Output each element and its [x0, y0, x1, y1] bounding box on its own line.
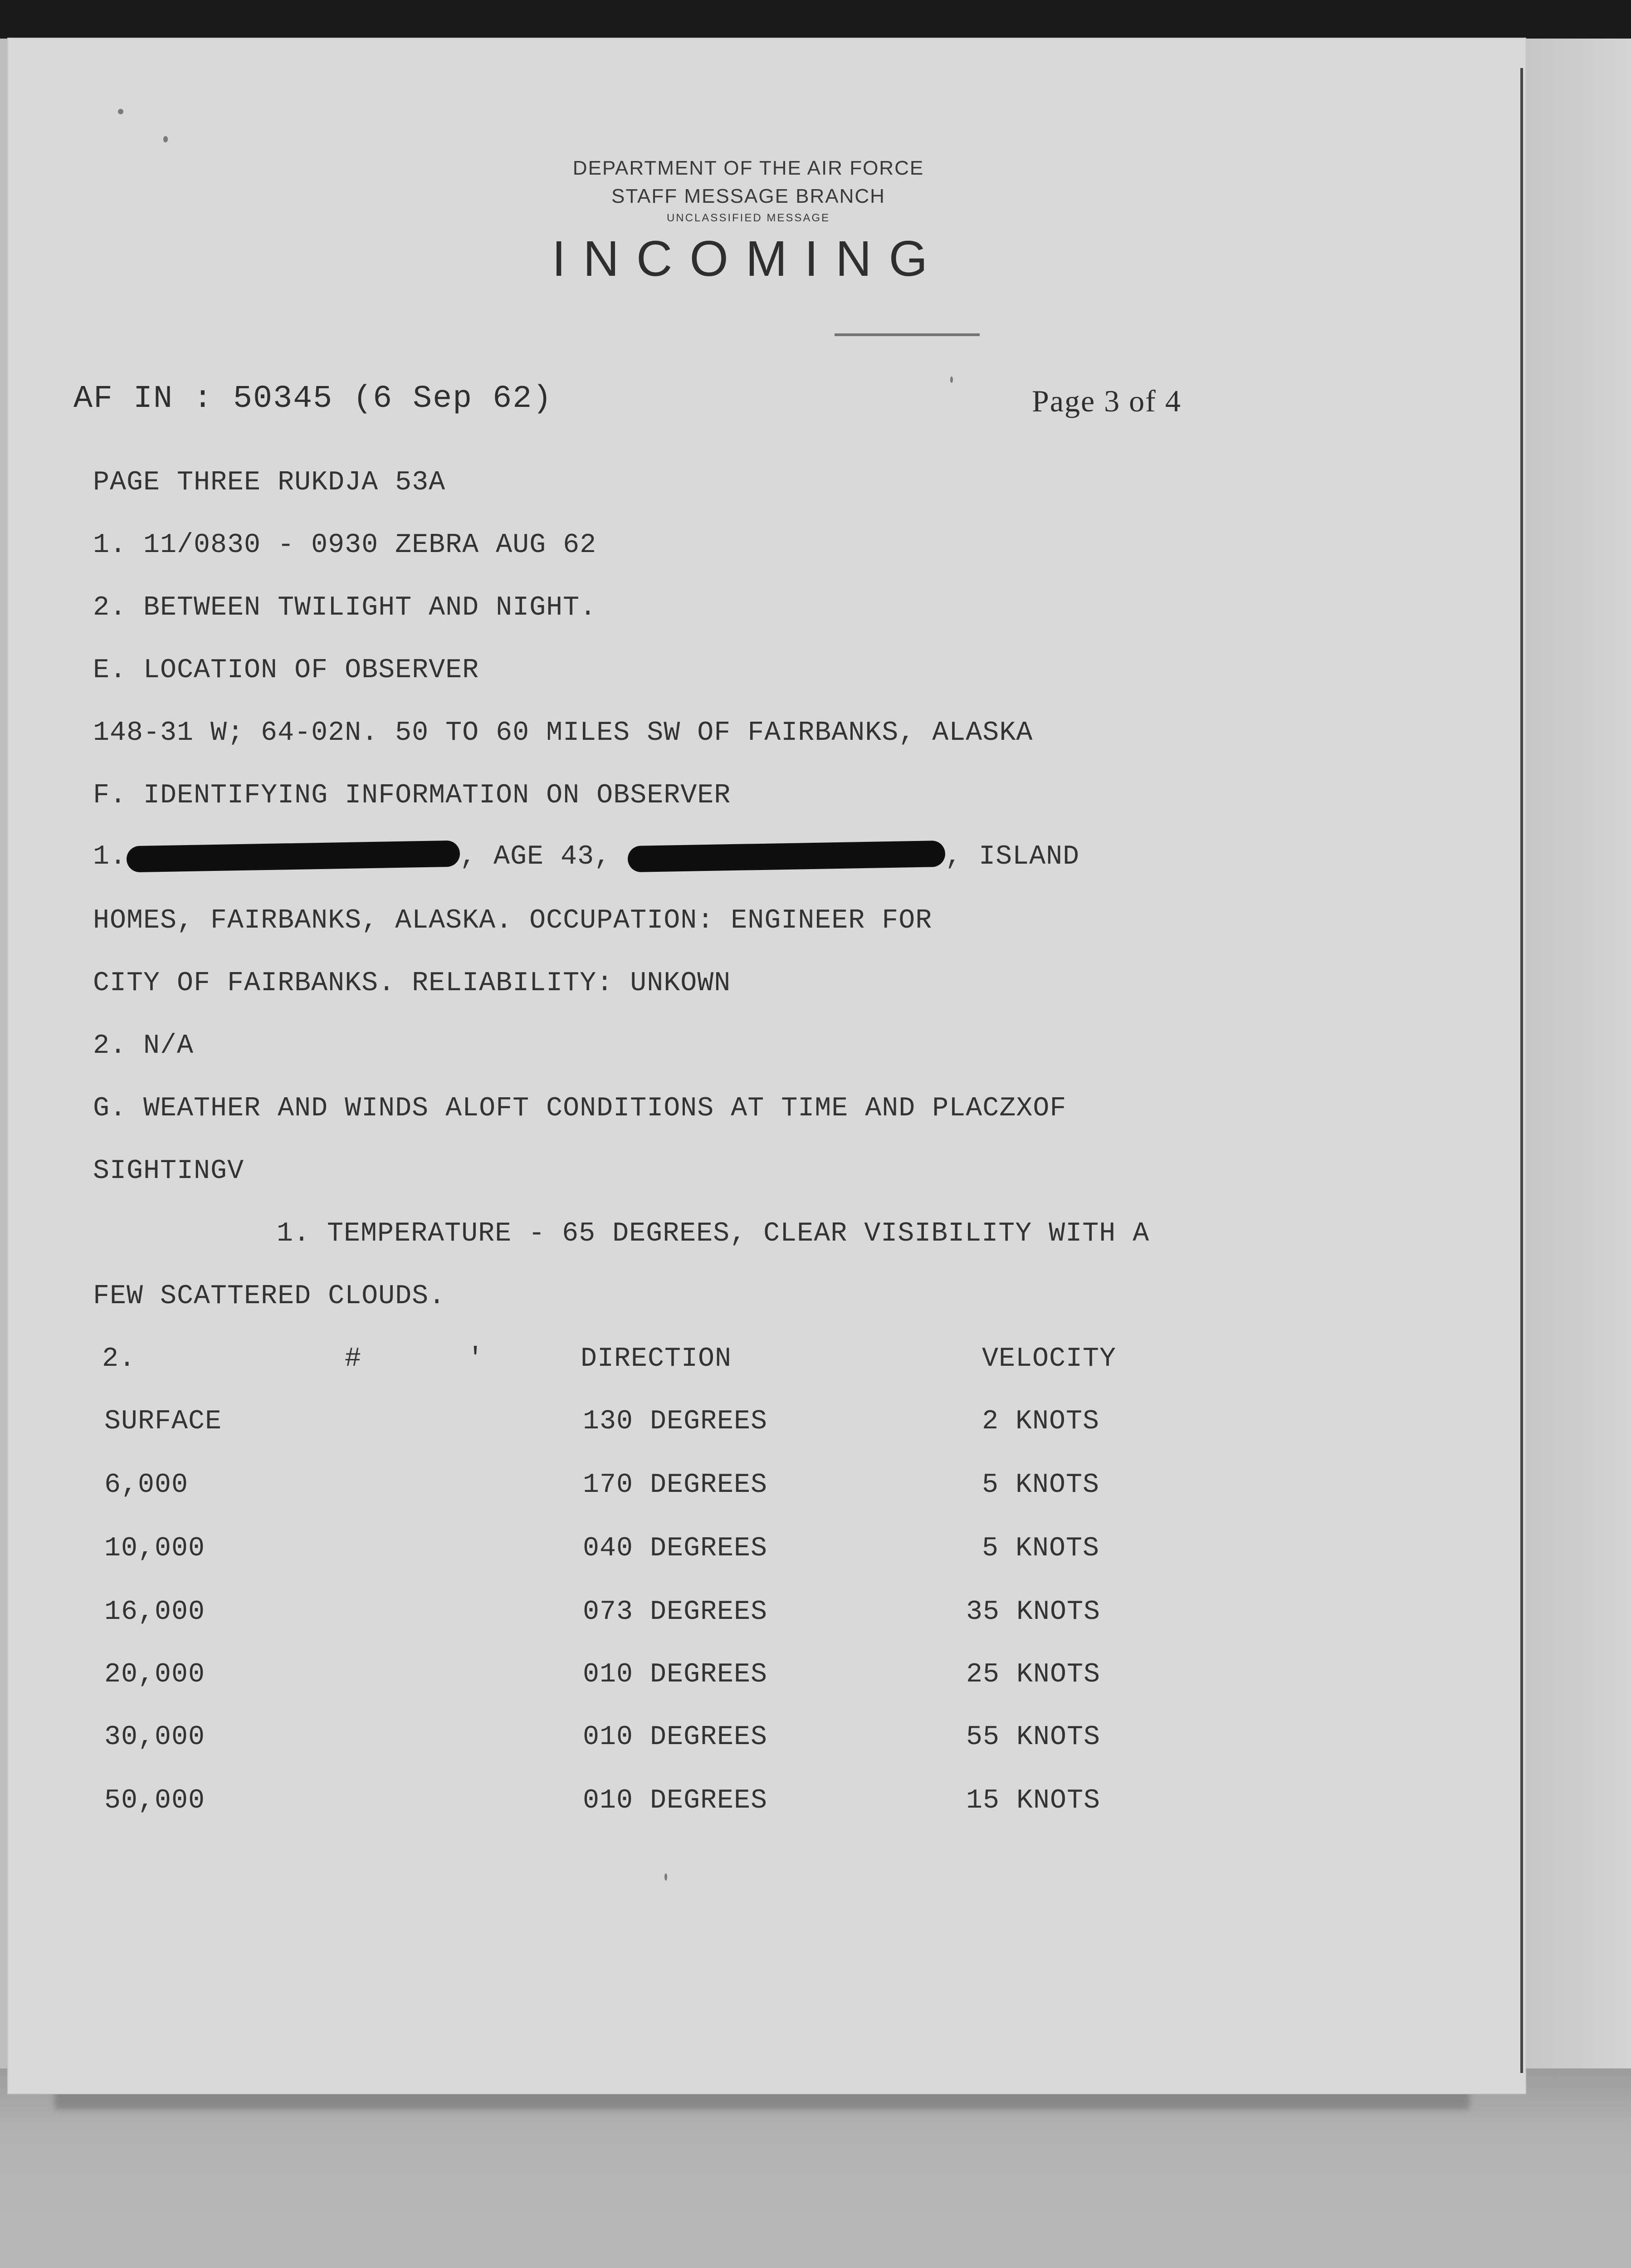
observer-line [93, 841, 1079, 872]
table-cell-altitude: 20,000 [104, 1659, 205, 1690]
classification-label: UNCLASSIFIED MESSAGE [666, 212, 830, 224]
body-line: F. IDENTIFYING INFORMATION ON OBSERVER [93, 780, 731, 811]
table-tick-mark: ' [467, 1344, 484, 1374]
film-border-top [0, 0, 1631, 39]
table-cell-direction: 170 DEGREES [583, 1470, 768, 1501]
table-cell-altitude: 10,000 [104, 1533, 205, 1564]
table-cell-altitude: 50,000 [104, 1785, 205, 1816]
body-line: HOMES, FAIRBANKS, ALASKA. OCCUPATION: ENGINEER FOR [93, 905, 933, 936]
table-cell-velocity: 35 KNOTS [966, 1597, 1101, 1628]
branch-title: STAFF MESSAGE BRANCH [611, 185, 885, 207]
table-cell-velocity: 25 KNOTS [966, 1659, 1101, 1690]
table-cell-direction: 010 DEGREES [583, 1659, 768, 1690]
redaction-mark [628, 841, 946, 872]
table-cell-velocity: 15 KNOTS [966, 1785, 1101, 1816]
redaction-mark [127, 841, 460, 873]
table-cell-direction: 010 DEGREES [583, 1722, 768, 1753]
message-header [454, 154, 1043, 288]
film-border-right [1525, 39, 1631, 2071]
body-line: 1. 11/0830 - 0930 ZEBRA AUG 62 [93, 530, 597, 561]
table-cell-altitude: SURFACE [104, 1406, 222, 1437]
table-cell-velocity: 2 KNOTS [982, 1406, 1100, 1437]
sheet-edge-line [1520, 68, 1523, 2073]
header-rule [835, 333, 980, 336]
table-cell-velocity: 5 KNOTS [982, 1470, 1100, 1501]
body-line: 1. TEMPERATURE - 65 DEGREES, CLEAR VISIBILITY WITH A [277, 1218, 1150, 1249]
body-line: FEW SCATTERED CLOUDS. [93, 1281, 446, 1312]
table-cell-altitude: 16,000 [104, 1597, 205, 1628]
observer-prefix: 1. [93, 841, 127, 872]
table-header-velocity: VELOCITY [982, 1344, 1117, 1374]
body-line: CITY OF FAIRBANKS. RELIABILITY: UNKOWN [93, 968, 731, 999]
table-cell-direction: 073 DEGREES [583, 1597, 768, 1628]
body-line: E. LOCATION OF OBSERVER [93, 655, 479, 686]
department-title: DEPARTMENT OF THE AIR FORCE [572, 157, 924, 179]
observer-age: , AGE 43, [460, 841, 611, 872]
table-cell-altitude: 6,000 [104, 1470, 189, 1501]
body-line: 2. BETWEEN TWILIGHT AND NIGHT. [93, 592, 597, 623]
table-cell-velocity: 55 KNOTS [966, 1722, 1101, 1753]
page-number: Page 3 of 4 [1032, 384, 1182, 418]
af-in-reference: AF IN : 50345 (6 Sep 62) [73, 381, 553, 417]
observer-address: , ISLAND [945, 841, 1080, 872]
table-hash-mark: # [345, 1344, 362, 1374]
table-cell-velocity: 5 KNOTS [982, 1533, 1100, 1564]
body-line: SIGHTINGV [93, 1156, 244, 1187]
speck [950, 376, 953, 383]
speck [664, 1873, 667, 1881]
table-header-direction: DIRECTION [581, 1344, 732, 1374]
table-cell-altitude: 30,000 [104, 1722, 205, 1753]
table-cell-direction: 010 DEGREES [583, 1785, 768, 1816]
table-item-number: 2. [102, 1344, 136, 1374]
speck [163, 136, 168, 142]
table-cell-direction: 040 DEGREES [583, 1533, 768, 1564]
body-line: PAGE THREE RUKDJA 53A [93, 467, 446, 498]
body-line: G. WEATHER AND WINDS ALOFT CONDITIONS AT TIME AND PLACZXOF [93, 1093, 1067, 1124]
body-line: 148-31 W; 64-02N. 50 TO 60 MILES SW OF FAIRBANKS, ALASKA [93, 718, 1033, 748]
table-cell-direction: 130 DEGREES [583, 1406, 768, 1437]
body-line: 2. N/A [93, 1031, 194, 1061]
message-type: INCOMING [552, 231, 945, 287]
speck [118, 109, 123, 114]
